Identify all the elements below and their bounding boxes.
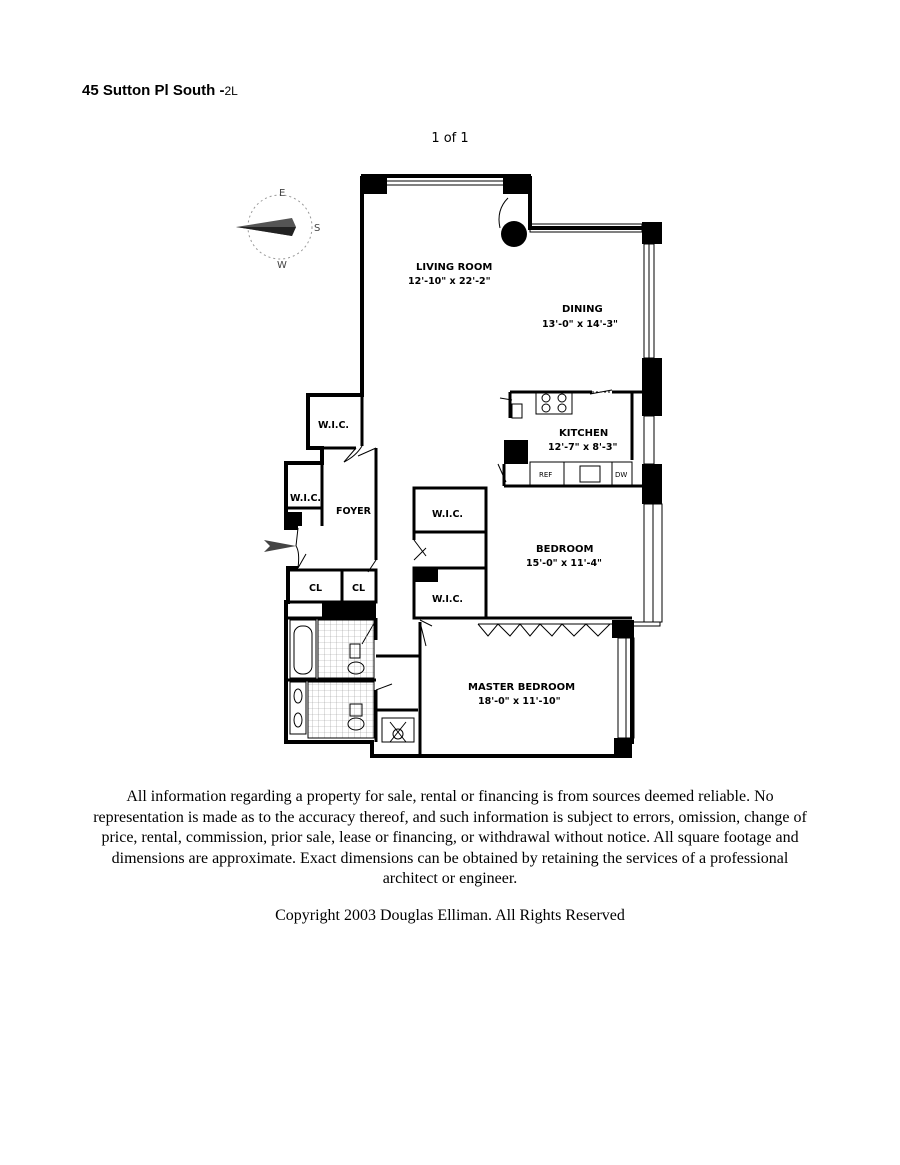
- kitchen-dims: 12'-7" x 8'-3": [548, 442, 618, 453]
- kitchen-label: KITCHEN: [559, 428, 609, 439]
- foyer-label: FOYER: [336, 506, 371, 517]
- wic-label-master: W.I.C.: [432, 594, 464, 605]
- living-room-label: LIVING ROOM: [416, 262, 493, 273]
- entry-arrow-icon: [264, 540, 296, 552]
- living-room-dims: 12'-10" x 22'-2": [408, 276, 491, 287]
- page-indicator: 1 of 1: [431, 131, 469, 146]
- kitchen-fixtures: [512, 392, 632, 486]
- compass-icon: [236, 188, 320, 271]
- disclaimer-text: All information regarding a property for sale, rental or financing is from sources deemed reliable. No representation is made as to the accuracy thereof, and such information is subject to errors, omission, change of price, rental, commission, prior sale, lease or financing, or withdrawal without notice. All square footage and dimensions are approximate. Exact dimensions can be obtained by retaining the services of a professional architect or engineer.: [93, 788, 807, 887]
- bedroom-dims: 15'-0" x 11'-4": [526, 558, 603, 569]
- copyright-text: Copyright 2003 Douglas Elliman. All Rights Reserved: [275, 907, 625, 924]
- ref-label: REF: [539, 471, 553, 479]
- wic-label-left: W.I.C.: [290, 493, 322, 504]
- address-text: 45 Sutton Pl South -: [82, 82, 225, 99]
- master-bedroom-dims: 18'-0" x 11'-10": [478, 696, 561, 707]
- compass-w-label: W: [277, 260, 287, 271]
- dining-label: DINING: [562, 304, 603, 315]
- closet-label-2: CL: [352, 583, 366, 594]
- compass-e-label: E: [279, 188, 286, 199]
- closet-label-1: CL: [309, 583, 323, 594]
- wic-label-upper: W.I.C.: [318, 420, 350, 431]
- unit-number: 2L: [224, 84, 238, 98]
- master-bedroom-label: MASTER BEDROOM: [468, 682, 576, 693]
- wic-label-bedroom: W.I.C.: [432, 509, 464, 520]
- dining-dims: 13'-0" x 14'-3": [542, 319, 619, 330]
- compass-s-label: S: [314, 223, 321, 234]
- bedroom-label: BEDROOM: [536, 544, 594, 555]
- dw-label: DW: [615, 471, 628, 479]
